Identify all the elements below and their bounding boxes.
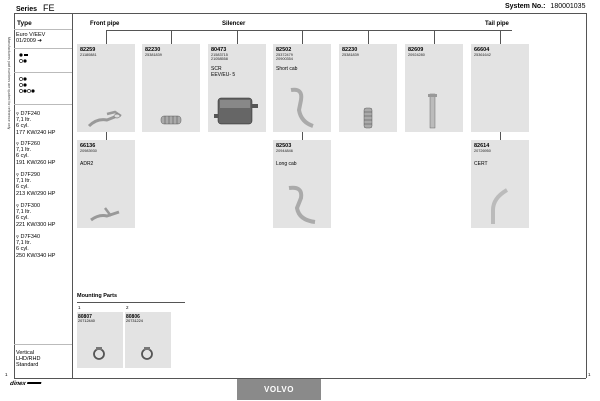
- engine-power: 221 KW/300 HP: [16, 221, 56, 228]
- euro-label: Euro V/EEV: [16, 32, 46, 38]
- engine-displacement: 7,1 ltr.: [16, 209, 31, 216]
- part-number: 80807: [78, 314, 92, 320]
- engine-cylinders: 6 cyl.: [16, 215, 29, 222]
- engine-name: D7F300: [20, 203, 41, 209]
- series-label: Series: [16, 6, 38, 13]
- connector-drop: [237, 30, 238, 44]
- system-value: 180001035: [550, 3, 586, 10]
- mount-card-80806[interactable]: [125, 312, 171, 368]
- part-number: 82230: [342, 47, 358, 53]
- engine-displacement: 7,1 ltr.: [16, 178, 31, 185]
- page-number-left: 1: [5, 372, 8, 377]
- oem-number: 25372479: [276, 53, 293, 57]
- symbol-group-1: [18, 52, 38, 73]
- part-card-82609[interactable]: [405, 44, 463, 132]
- engine-cylinders: 6 cyl.: [16, 184, 29, 191]
- config-drive: LHD/RHD: [16, 356, 41, 363]
- oem-number: 20924280: [408, 53, 425, 57]
- engine-power: 250 KW/340 HP: [16, 252, 56, 259]
- left-border: [14, 13, 15, 378]
- part-card-82230-b[interactable]: [339, 44, 397, 132]
- engine-name: D7F260: [20, 141, 41, 147]
- flex-pipe-icon: [142, 44, 200, 132]
- mounting-rule: [77, 302, 185, 303]
- left-column-divider: [72, 13, 73, 378]
- engine-name: D7F290: [20, 172, 41, 178]
- engine-name: D7F240: [20, 111, 41, 117]
- engine-d7f260: [16, 141, 55, 166]
- engine-displacement: 7,1 ltr.: [16, 117, 31, 124]
- oem-number: 20712440: [78, 319, 95, 323]
- reference-note: Manufacturers part numbers are quoted for reference only: [7, 37, 11, 130]
- tail-pipe-label: Tail pipe: [485, 21, 509, 27]
- type-label: Type: [17, 20, 32, 27]
- symbol-group-2: [18, 76, 44, 103]
- header-rule: [14, 13, 586, 14]
- config-standard: Standard: [16, 362, 39, 369]
- mount-card-80807[interactable]: [77, 312, 123, 368]
- part-number: 80473: [211, 47, 227, 53]
- date-label: 01/2009: [16, 38, 36, 45]
- fuel-icon: ⚲: [16, 234, 19, 239]
- part-number: 82503: [276, 143, 292, 149]
- engine-displacement: 7,1 ltr.: [16, 147, 31, 154]
- part-card-66604[interactable]: [471, 44, 529, 132]
- silencer-label: Silencer: [222, 21, 246, 27]
- fuel-icon: ⚲: [16, 141, 19, 146]
- part-card-66136[interactable]: [77, 140, 135, 228]
- system-header: [505, 3, 585, 10]
- oem-number: 25381839: [145, 53, 162, 57]
- connector-main: [106, 30, 512, 31]
- part-number: 66604: [474, 47, 490, 53]
- oem-number: 21583715: [211, 53, 228, 57]
- note-line: EEV/EU- 5: [211, 71, 236, 78]
- oem-number: 25381839: [342, 53, 359, 57]
- engine-power: 213 KW/290 HP: [16, 190, 56, 197]
- bottom-rule: [14, 344, 72, 345]
- euro-rule: [14, 48, 72, 49]
- fuel-icon: ⚲: [16, 203, 19, 208]
- part-card-82614[interactable]: [471, 140, 529, 228]
- engine-cylinders: 6 cyl.: [16, 246, 29, 253]
- page-number-right: 1: [588, 372, 591, 377]
- silencer-icon: [208, 44, 266, 132]
- mounting-index: 1: [78, 305, 81, 310]
- part-card-82230-a[interactable]: [142, 44, 200, 132]
- part-number: 82502: [276, 47, 292, 53]
- part-card-82259[interactable]: [77, 44, 135, 132]
- connector-drop: [368, 30, 369, 44]
- system-label: System No.:: [505, 3, 546, 10]
- part-note: ADR2: [80, 161, 94, 167]
- oem-number: 21180881: [80, 53, 97, 57]
- part-note: Short cab: [276, 66, 298, 72]
- dinex-logo: [9, 381, 41, 387]
- config-vertical: Vertical: [16, 350, 35, 356]
- symbol-rule-1: [14, 72, 72, 73]
- engine-displacement: 7,1 ltr.: [16, 240, 31, 247]
- series-header: [16, 3, 55, 13]
- part-card-82503[interactable]: [273, 140, 331, 228]
- engine-d7f290: [16, 172, 55, 197]
- type-rule: [14, 29, 72, 30]
- engine-d7f340: [16, 234, 55, 259]
- engine-cylinders: 6 cyl.: [16, 123, 29, 130]
- oem-number: 20731224: [126, 319, 143, 323]
- part-card-82502[interactable]: [273, 44, 331, 132]
- part-number: 82230: [145, 47, 161, 53]
- adr-pipe-icon: [77, 140, 135, 228]
- engine-d7f300: [16, 203, 55, 228]
- part-note: Long cab: [276, 161, 297, 167]
- part-number: 66136: [80, 143, 96, 149]
- long-bent-pipe-icon: [273, 140, 331, 228]
- tail-pipe-icon: [471, 140, 529, 228]
- symbol-rule-2: [14, 104, 72, 105]
- oem-number: 20900354: [276, 57, 293, 62]
- part-note: CERT: [474, 161, 488, 167]
- connector-drop: [171, 30, 172, 44]
- oem-number: 21058558: [211, 57, 228, 62]
- connector-drop: [500, 30, 501, 44]
- bent-pipe-icon: [273, 44, 331, 132]
- logo-text: dinex: [9, 381, 27, 387]
- connector-drop: [302, 30, 303, 44]
- configuration-symbols-icon: [18, 52, 38, 68]
- connector-row2: [500, 132, 501, 140]
- part-card-80473[interactable]: [208, 44, 266, 132]
- mounting-config: [16, 350, 40, 369]
- series-value: FE: [42, 3, 55, 13]
- oem-number: 20726950: [474, 149, 491, 153]
- engine-power: 191 KW/260 HP: [16, 159, 56, 166]
- fuel-icon: ⚲: [16, 172, 19, 177]
- logo-bar: [27, 382, 41, 384]
- date-row: [16, 38, 45, 44]
- connector-row2: [106, 132, 107, 140]
- engine-cylinders: 6 cyl.: [16, 153, 29, 160]
- mounting-index: 2: [126, 305, 129, 310]
- right-border: [586, 13, 587, 378]
- part-number: 82609: [408, 47, 424, 53]
- engine-power: 177 KW/240 HP: [16, 129, 56, 136]
- engine-d7f240: [16, 111, 55, 136]
- straight-pipe-icon: [405, 44, 463, 132]
- part-number: 80806: [126, 314, 140, 320]
- oem-number: 20983930: [80, 149, 97, 153]
- front-pipe-label: Front pipe: [90, 21, 120, 27]
- oem-number: 20944846: [276, 149, 293, 153]
- connector-drop: [434, 30, 435, 44]
- arrow-right-icon: ➔: [37, 38, 43, 45]
- connector-row2: [302, 132, 303, 140]
- euro-norm: [16, 32, 45, 44]
- part-number: 82259: [80, 47, 96, 53]
- note-line: SCR: [211, 66, 222, 72]
- oem-number: 25361642: [474, 53, 491, 57]
- wheel-config-icon: [18, 76, 44, 98]
- brand-tab[interactable]: VOLVO: [237, 379, 321, 400]
- engine-name: D7F340: [20, 234, 41, 240]
- part-number: 82614: [474, 143, 490, 149]
- front-pipe-clamp-icon: [77, 44, 135, 132]
- flex-pipe-vertical-icon: [339, 44, 397, 132]
- fuel-icon: ⚲: [16, 111, 19, 116]
- mounting-parts-title: Mounting Parts: [77, 293, 118, 299]
- connector-drop: [106, 30, 107, 44]
